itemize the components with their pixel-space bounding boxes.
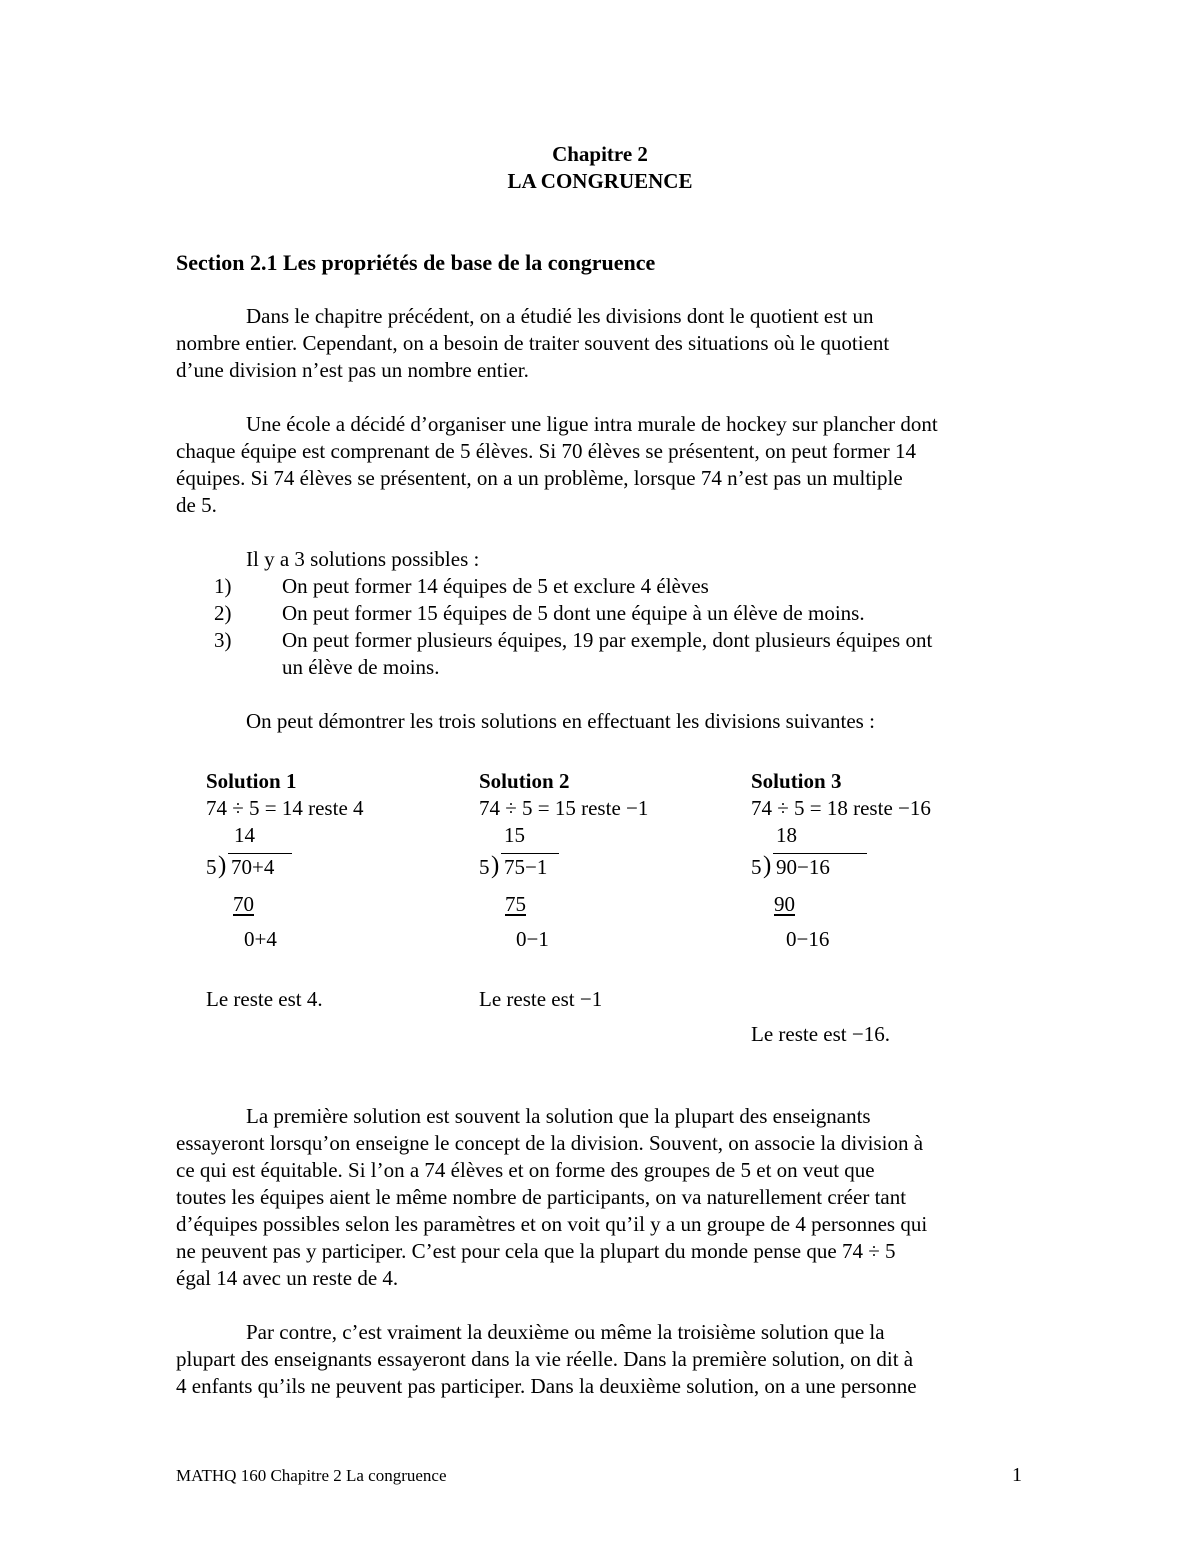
paragraph-line: nombre entier. Cependant, on a besoin de traiter souvent des situations où le quotient <box>176 331 890 355</box>
list-number: 2) <box>214 601 232 625</box>
paragraph-line: de 5. <box>176 493 217 517</box>
footer-course-label: MATHQ 160 Chapitre 2 La congruence <box>176 1466 447 1485</box>
chapter-label: Chapitre 2 <box>552 142 648 166</box>
division-difference: 0−1 <box>516 927 549 951</box>
solution-title: Solution 1 <box>206 769 297 793</box>
demo-intro: On peut démontrer les trois solutions en effectuant les divisions suivantes : <box>246 709 875 733</box>
division-divisor: 5 <box>206 855 217 879</box>
list-item-text: un élève de moins. <box>282 655 440 679</box>
solution-equation: 74 ÷ 5 = 14 reste 4 <box>206 796 364 820</box>
division-divisor: 5 <box>479 855 490 879</box>
division-dividend: 75−1 <box>504 855 548 879</box>
list-item-text: On peut former 15 équipes de 5 dont une équipe à un élève de moins. <box>282 601 865 625</box>
paragraph-line: Une école a décidé d’organiser une ligue intra murale de hockey sur plancher dont <box>246 412 938 436</box>
division-dividend: 70+4 <box>231 855 275 879</box>
paragraph-line: équipes. Si 74 élèves se présentent, on a un problème, lorsque 74 n’est pas un multiple <box>176 466 903 490</box>
list-intro: Il y a 3 solutions possibles : <box>246 547 480 571</box>
solution-equation: 74 ÷ 5 = 15 reste −1 <box>479 796 649 820</box>
solution-title: Solution 3 <box>751 769 842 793</box>
paragraph-intro <box>176 303 1026 384</box>
solution-equation: 74 ÷ 5 = 18 reste −16 <box>751 796 931 820</box>
paragraph-line: 4 enfants qu’ils ne peuvent pas participer. Dans la deuxième solution, on a une personne <box>176 1374 917 1398</box>
remainder-text: Le reste est 4. <box>206 987 323 1011</box>
division-subtract: 70 <box>233 892 254 916</box>
paragraph-first-solution <box>176 1103 1026 1292</box>
division-dividend: 90−16 <box>776 855 830 879</box>
division-bracket-icon: ) <box>491 852 500 879</box>
paragraph-line: chaque équipe est comprenant de 5 élèves. Si 70 élèves se présentent, on peut former 14 <box>176 439 916 463</box>
list-number: 3) <box>214 628 232 652</box>
section-heading: Section 2.1 Les propriétés de base de la congruence <box>176 250 656 275</box>
paragraph-hockey <box>176 411 1026 519</box>
division-subtract: 75 <box>505 892 526 916</box>
division-subtract: 90 <box>774 892 795 916</box>
paragraph-line: d’équipes possibles selon les paramètres et on voit qu’il y a un groupe de 4 personnes qui <box>176 1212 928 1236</box>
paragraph-line: ce qui est équitable. Si l’on a 74 élèves et on forme des groupes de 5 et on veut que <box>176 1158 875 1182</box>
division-bracket-icon: ) <box>763 852 772 879</box>
paragraph-line: plupart des enseignants essayeront dans la vie réelle. Dans la première solution, on dit à <box>176 1347 914 1371</box>
division-quotient: 15 <box>504 823 525 847</box>
paragraph-line: d’une division n’est pas un nombre entier. <box>176 358 529 382</box>
paragraph-line: Dans le chapitre précédent, on a étudié les divisions dont le quotient est un <box>246 304 874 328</box>
division-quotient: 18 <box>776 823 797 847</box>
list-item-text: On peut former 14 équipes de 5 et exclure 4 élèves <box>282 574 709 598</box>
paragraph-other-solutions <box>176 1319 1026 1400</box>
list-number: 1) <box>214 574 232 598</box>
paragraph-line: égal 14 avec un reste de 4. <box>176 1266 399 1290</box>
paragraph-line: ne peuvent pas y participer. C’est pour cela que la plupart du monde pense que 74 ÷ 5 <box>176 1239 896 1263</box>
remainder-text: Le reste est −16. <box>751 1022 890 1046</box>
remainder-text: Le reste est −1 <box>479 987 603 1011</box>
paragraph-line: essayeront lorsqu’on enseigne le concept de la division. Souvent, on associe la division à <box>176 1131 924 1155</box>
division-bracket-icon: ) <box>218 852 227 879</box>
chapter-title: LA CONGRUENCE <box>507 169 693 193</box>
page-number: 1 <box>1012 1464 1022 1486</box>
paragraph-line: Par contre, c’est vraiment la deuxième ou même la troisième solution que la <box>246 1320 885 1344</box>
division-difference: 0+4 <box>244 927 277 951</box>
paragraph-line: La première solution est souvent la solution que la plupart des enseignants <box>246 1104 871 1128</box>
division-quotient: 14 <box>234 823 255 847</box>
list-item-text: On peut former plusieurs équipes, 19 par exemple, dont plusieurs équipes ont <box>282 628 933 652</box>
division-divisor: 5 <box>751 855 762 879</box>
solution-title: Solution 2 <box>479 769 570 793</box>
paragraph-line: toutes les équipes aient le même nombre de participants, on va naturellement créer tant <box>176 1185 907 1209</box>
division-difference: 0−16 <box>786 927 830 951</box>
